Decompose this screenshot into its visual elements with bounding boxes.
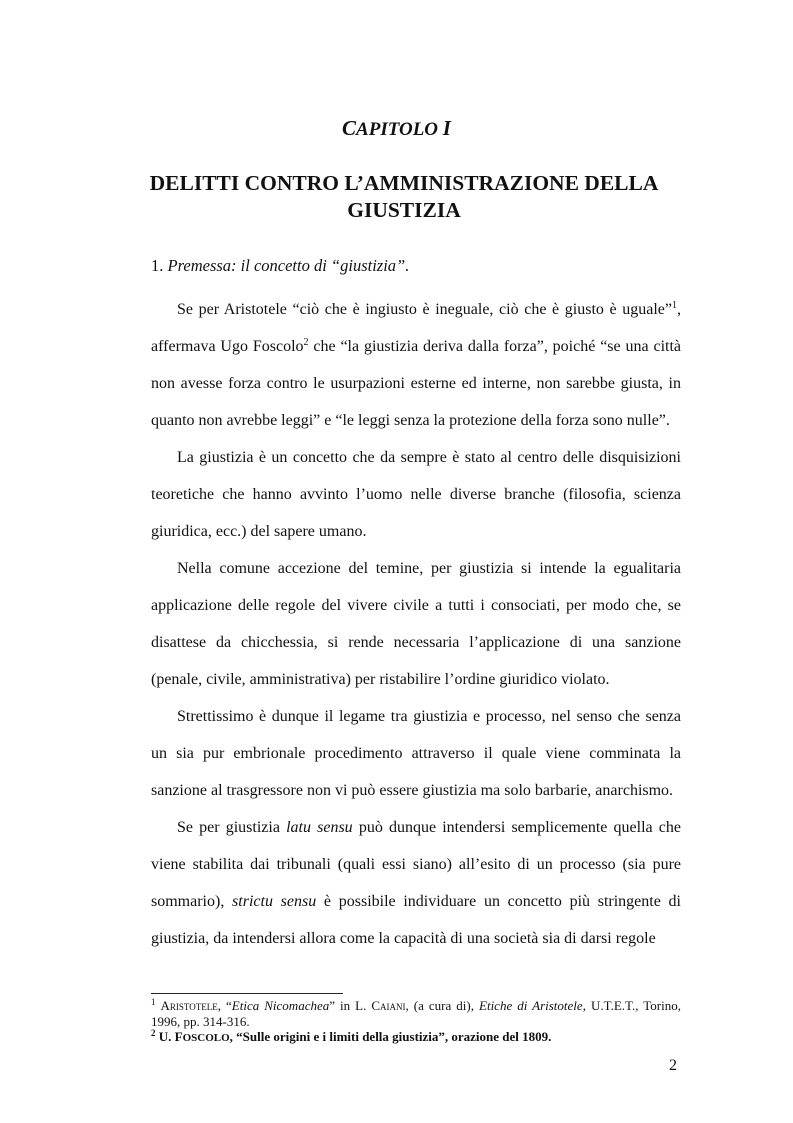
paragraph-5: [151, 809, 681, 957]
paragraph-1-part-a: Se per Aristotele “ciò che è ingiusto è ineguale, ciò che è giusto è uguale”: [177, 301, 672, 318]
paragraph-1: [151, 291, 681, 439]
footnote-separator: [151, 993, 343, 994]
footnote-2-marker: 2: [151, 1028, 156, 1038]
chapter-title: DELITTI CONTRO L’AMMINISTRAZIONE DELLA GIUSTIZIA: [149, 171, 659, 222]
chapter-numeral: I: [442, 116, 451, 140]
footnote-2-text-b: , “Sulle origini e i limiti della giustizia”, orazione del 1809.: [229, 1029, 552, 1044]
chapter-label-rest: APITOLO: [356, 119, 439, 140]
paragraph-1-part-b: , affermava Ugo Foscolo: [151, 301, 681, 355]
paragraph-3: Nella comune accezione del temine, per giustizia si intende la egualitaria applicazione delle regole del vivere civile a tutti i consociati, per modo che, se disattese da chicchessia, si rende necessaria l’applicazione di una sanzione (penale, civile, amministrativa) per ristabilire l’ordine giuridico violato.: [151, 560, 681, 688]
footnote-1-marker: 1: [151, 997, 156, 1007]
page-number: 2: [669, 1057, 677, 1074]
section-title: Premessa: il concetto di “giustizia”.: [167, 256, 410, 275]
footnote-1-text-4: , U.T.E.T., Torino, 1996, pp. 314-316.: [151, 998, 681, 1029]
footnote-1-text-3: , (a cura di),: [405, 998, 480, 1013]
footnote-1: [151, 998, 681, 1029]
footnote-ref-2[interactable]: 2: [303, 337, 309, 348]
paragraph-5-part-b: può dunque intendersi semplicemente quella che viene stabilita dai tribunali (quali essi siano) all’esito di un processo (sia pure sommario),: [151, 819, 681, 910]
footnote-1-author: Aristotele: [160, 998, 218, 1013]
footnote-1-editor: Caiani: [371, 998, 406, 1013]
chapter-label: [0, 116, 793, 141]
body-text: [151, 291, 681, 957]
footnote-2: [151, 1029, 681, 1047]
footnote-2-author-rest: OSCOLO: [182, 1032, 230, 1044]
footnote-1-book: Etiche di Aristotele: [479, 998, 583, 1013]
latu-sensu-term: latu sensu: [286, 819, 353, 836]
section-heading: [151, 256, 409, 276]
chapter-label-initial: C: [342, 116, 357, 140]
footnote-ref-1[interactable]: 1: [672, 300, 677, 311]
paragraph-1-part-c: che “la giustizia deriva dalla forza”, poiché “se una città non avesse forza contro le usurpazioni esterne ed interne, non sarebbe giusta, in quanto non avrebbe leggi” e “le leggi senza la protezione della forza sono nulle”.: [151, 338, 681, 429]
section-number: 1.: [151, 256, 164, 275]
paragraph-4: Strettissimo è dunque il legame tra giustizia e processo, nel senso che senza un sia pur embrionale procedimento attraverso il quale viene comminata la sanzione al trasgressore non vi può essere giustizia ma solo barbarie, anarchismo.: [151, 708, 681, 799]
footnote-1-text-2: ” in L.: [329, 998, 372, 1013]
footnotes: [151, 998, 681, 1047]
footnote-2-text-a: U. F: [158, 1029, 183, 1044]
paragraph-5-part-c: è possibile individuare un concetto più stringente di giustizia, da intendersi allora come la capacità di una società sia di darsi regole: [151, 893, 681, 947]
paragraph-2: La giustizia è un concetto che da sempre è stato al centro delle disquisizioni teoretiche che hanno avvinto l’uomo nelle diverse branche (filosofia, scienza giuridica, ecc.) del sapere umano.: [151, 449, 681, 540]
footnote-1-text-1: , “: [217, 998, 232, 1013]
paragraph-5-part-a: Se per giustizia: [177, 819, 287, 836]
footnote-1-work: Etica Nicomachea: [231, 998, 330, 1013]
strictu-sensu-term: strictu sensu: [232, 893, 317, 910]
